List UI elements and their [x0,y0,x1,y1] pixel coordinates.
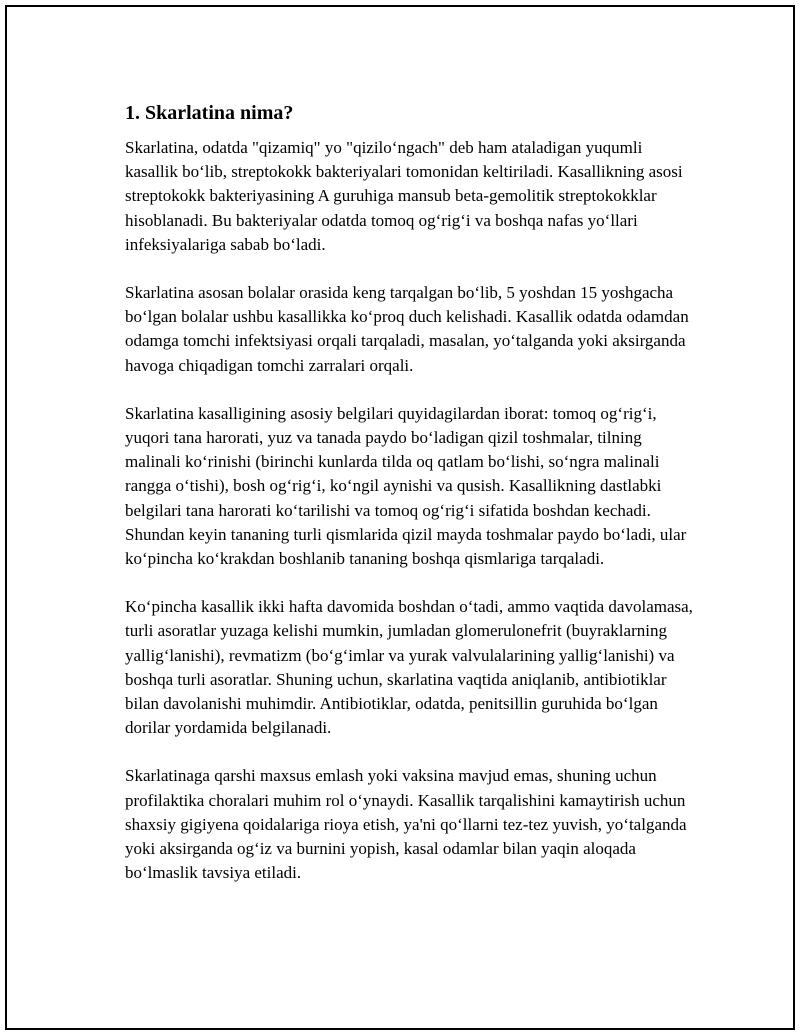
paragraph-symptoms: Skarlatina kasalligining asosiy belgilari quyidagilardan iborat: tomoq og‘rig‘i, yuqori tana harorati, yuz va tanada paydo bo‘ladigan qizil toshmalar, tilning malinali ko‘rinishi (birinchi kunlarda tilda oq qatlam bo‘lishi, so‘ngra malinali rangga o‘tishi), bosh og‘rig‘i, ko‘ngil aynishi va qusish. Kasallikning dastlabki belgilari tana harorati ko‘tarilishi va tomoq og‘rig‘i sifatida boshdan kechadi. Shundan keyin tananing turli qismlarida qizil mayda toshmalar paydo bo‘ladi, ular ko‘pincha ko‘krakdan boshlanib tananing boshqa qismlariga tarqaladi. [125,403,687,569]
paragraph-spread: Skarlatina asosan bolalar orasida keng tarqalgan bo‘lib, 5 yoshdan 15 yoshgacha bo‘lgan bolalar ushbu kasallikka ko‘proq duch kelishadi. Kasallik odatda odamdan odamga tomchi infektsiyasi orqali tarqaladi, masalan, yo‘talganda yoki aksirganda havoga chiqadigan tomchi zarralari orqali. [125,283,689,375]
section-heading: 1. Skarlatina nima? [125,102,294,124]
paragraph-definition: Skarlatina, odatda "qizamiq" yo "qizilo‘ngach" deb ham ataladigan yuqumli kasallik bo‘lib, streptokokk bakteriyalari tomonidan keltiriladi. Kasallikning asosi streptokokk bakteriyasining A guruhiga mansub beta-gemolitik streptokokklar hisoblanadi. Bu bakteriyalar odatda tomoq og‘rig‘i va boshqa nafas yo‘llari infeksiyalariga sabab bo‘ladi. [125,138,683,254]
paragraph-prevention: Skarlatinaga qarshi maxsus emlash yoki vaksina mavjud emas, shuning uchun profilaktika choralari muhim rol o‘ynaydi. Kasallik tarqalishini kamaytirish uchun shaxsiy gigiyena qoidalariga rioya etish, ya'ni qo‘llarni tez-tez yuvish, yo‘talganda yoki aksirganda og‘iz va burnini yopish, kasal odamlar bilan yaqin aloqada bo‘lmaslik tavsiya etiladi. [125,766,687,883]
document-body [125,100,695,909]
paragraph-complications: Ko‘pincha kasallik ikki hafta davomida boshdan o‘tadi, ammo vaqtida davolamasa, turli asoratlar yuzaga kelishi mumkin, jumladan glomerulonefrit (buyraklarning yallig‘lanishi), revmatizm (bo‘g‘imlar va yurak valvulalarining yallig‘lanishi) va boshqa turli asoratlar. Shuning uchun, skarlatina vaqtida aniqlanib, antibiotiklar bilan davolanishi muhimdir. Antibiotiklar, odatda, penitsillin guruhida bo‘lgan dorilar yordamida belgilanadi. [125,597,693,738]
page-frame [5,5,795,1030]
